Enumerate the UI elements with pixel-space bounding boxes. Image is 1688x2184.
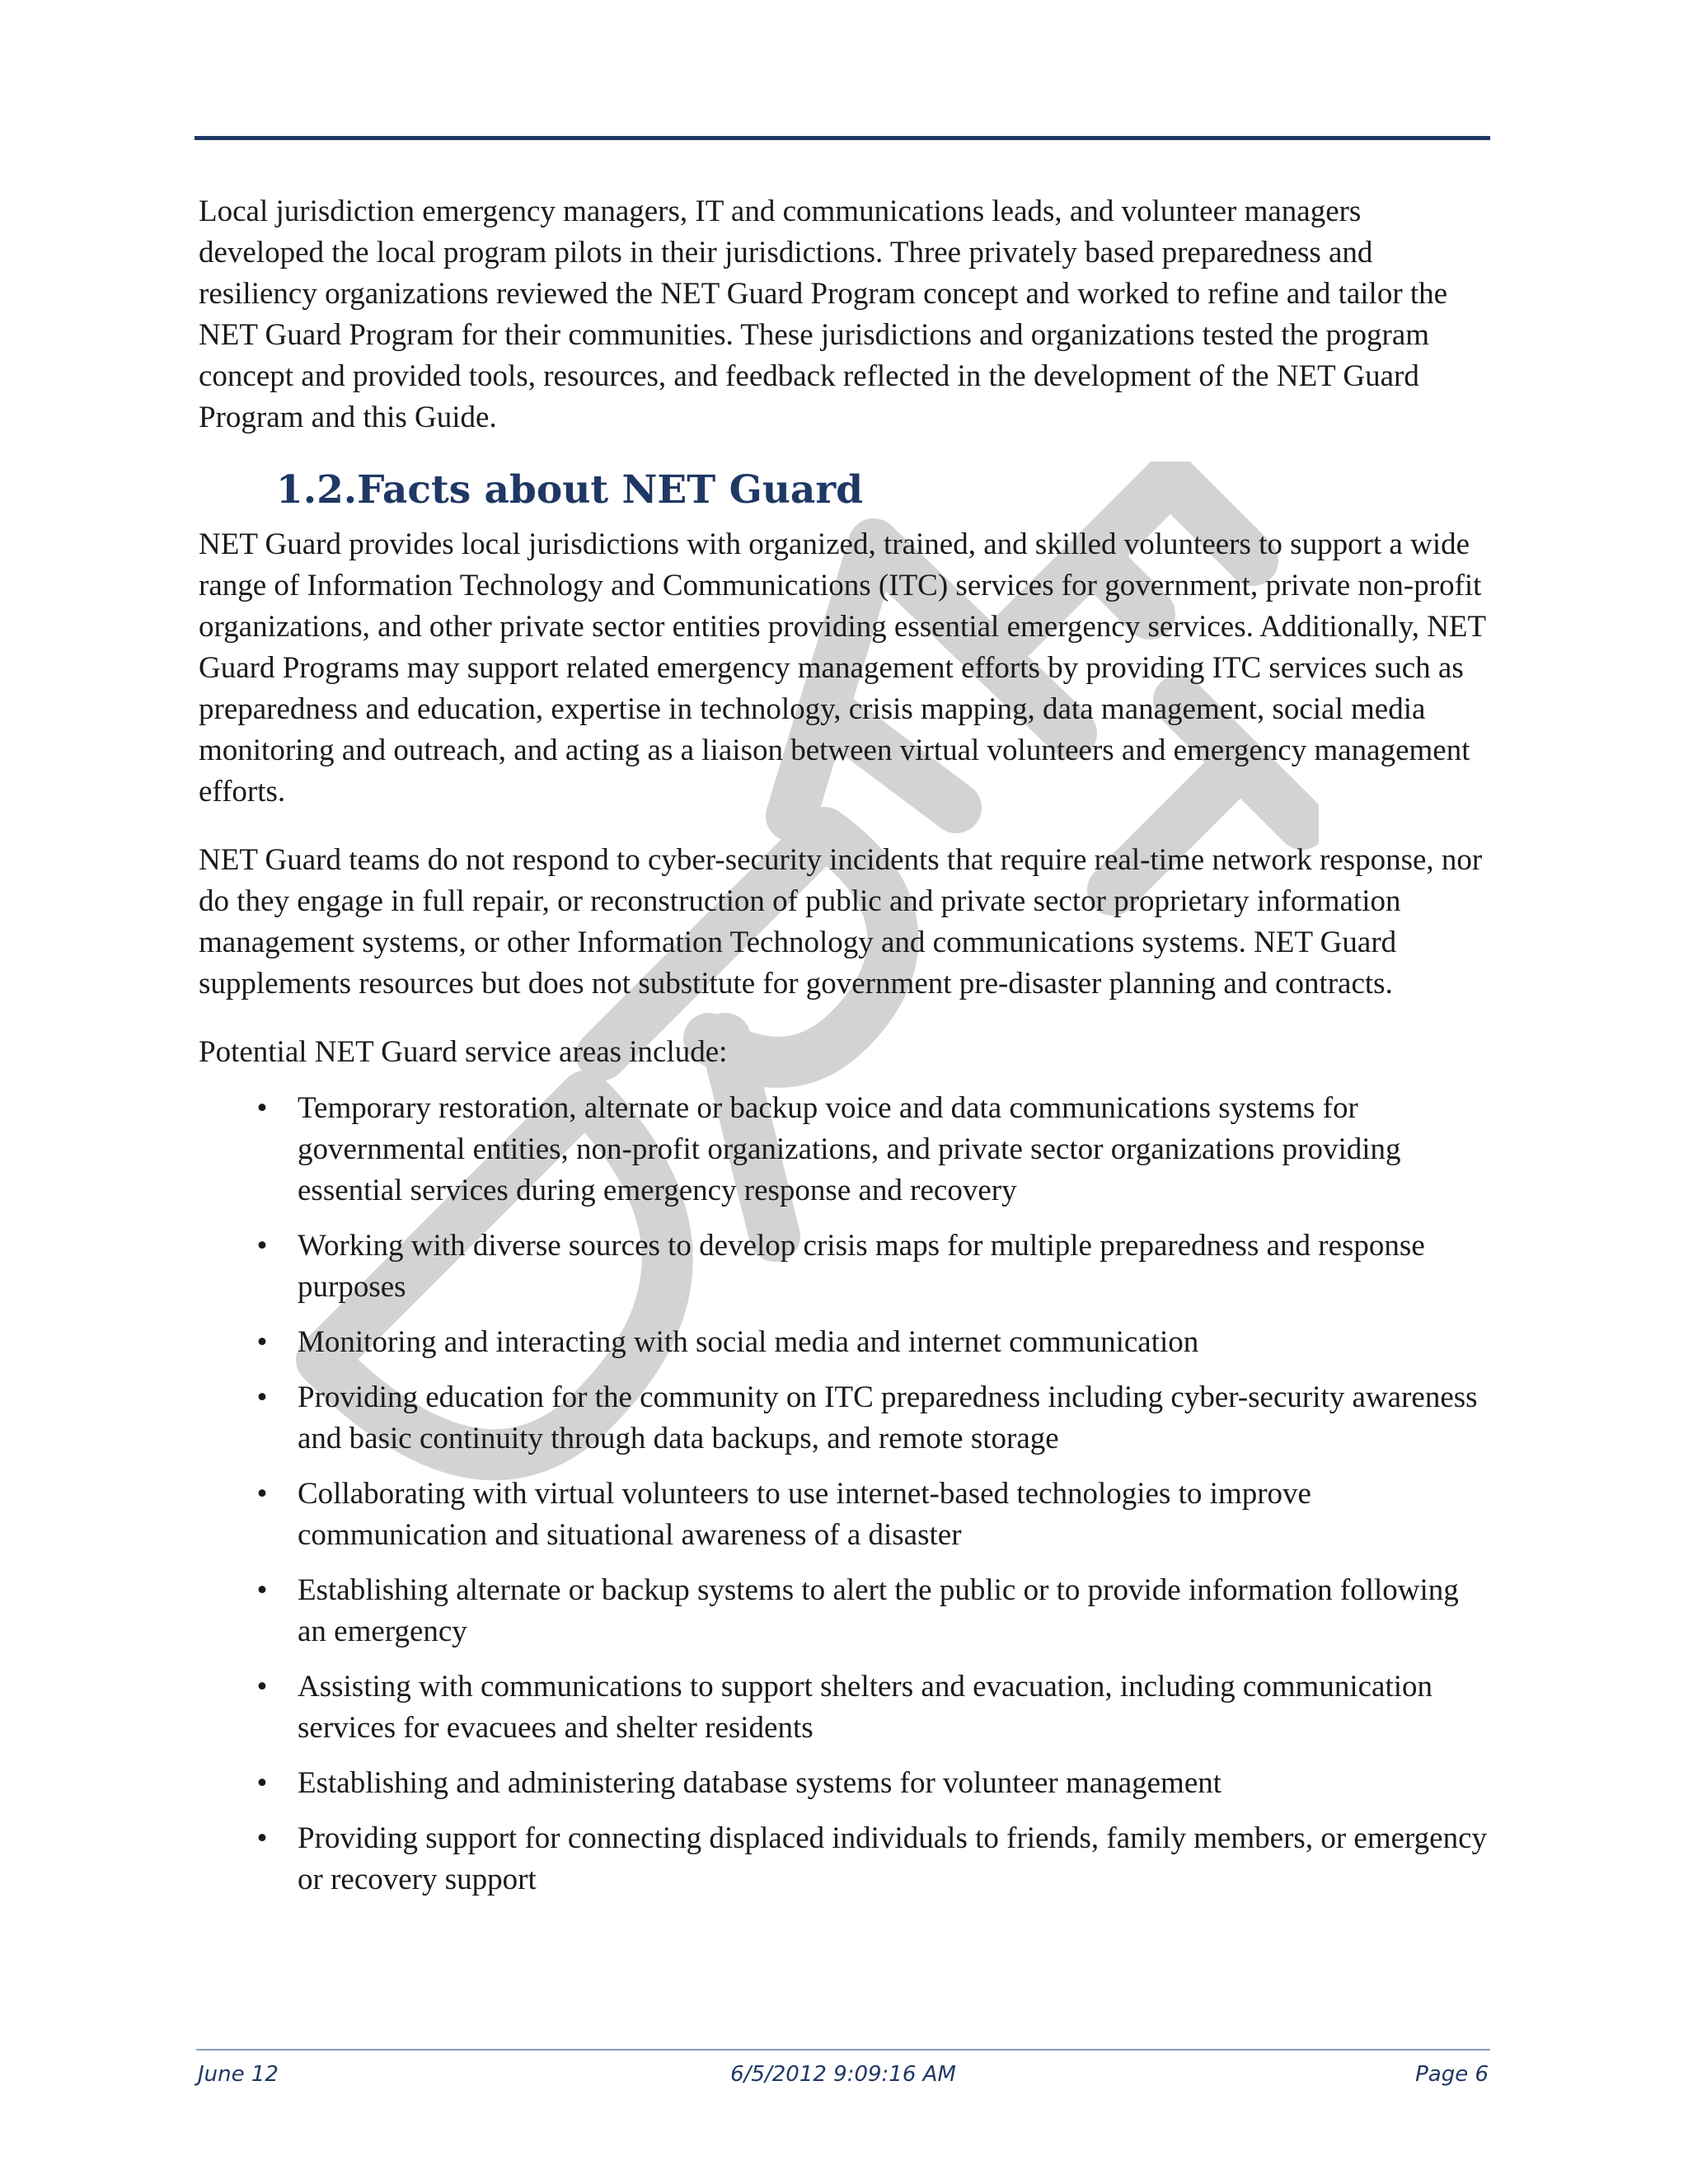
list-item-text: Working with diverse sources to develop crisis maps for multiple preparedness and response purposes <box>298 1229 1425 1304</box>
intro-paragraph: Local jurisdiction emergency managers, IT and communications leads, and volunteer managers developed the local program pilots in their jurisdictions. Three privately based preparedness and resiliency organizations reviewed the NET Guard Program concept and worked to refine and tailor the NET Guard Program for their communities. These jurisdictions and organizations tested the program concept and provided tools, resources, and feedback reflected in the development of the NET Guard Program and this Guide. <box>199 194 1448 434</box>
list-item <box>199 1666 1493 1749</box>
footer-page-number: Page 6 <box>1415 2062 1489 2087</box>
footer-date: June 12 <box>198 2062 279 2087</box>
list-item-text: Providing support for connecting displaced individuals to friends, family members, or emergency or recovery support <box>298 1821 1488 1896</box>
list-item-text: Providing education for the community on ITC preparedness including cyber-security awareness and basic continuity through data backups, and remote storage <box>298 1380 1478 1455</box>
list-item <box>199 1474 1493 1556</box>
paragraph-service-intro: Potential NET Guard service areas include: <box>199 1035 728 1069</box>
bullet-icon: • <box>256 1477 268 1511</box>
list-item-text: Temporary restoration, alternate or backup voice and data communications systems for governmental entities, non-profit organizations, and private sector organizations providing essential services during emergency response and recovery <box>298 1091 1401 1207</box>
header-rule <box>195 136 1490 140</box>
bullet-icon: • <box>256 1325 268 1359</box>
body-content <box>199 191 1493 1915</box>
list-item-text: Monitoring and interacting with social media and internet communication <box>298 1325 1199 1359</box>
footer-timestamp: 6/5/2012 9:09:16 AM <box>730 2062 956 2087</box>
list-item <box>199 1088 1493 1212</box>
paragraph-overview: NET Guard provides local jurisdictions with organized, trained, and skilled volunteers to support a wide range of Information Technology and Communications (ITC) services for government, private non-profit organizations, and other private sector entities providing essential emergency services. Additionally, NET Guard Programs may support related emergency management efforts by providing ITC services such as preparedness and education, expertise in technology, crisis mapping, data management, social media monitoring and outreach, and acting as a liaison between virtual volunteers and emergency management efforts. <box>199 527 1486 808</box>
list-item <box>199 1763 1493 1804</box>
section-heading: 1.2.Facts about NET Guard <box>276 467 863 513</box>
bullet-icon: • <box>256 1573 268 1607</box>
list-item-text: Establishing and administering database systems for volunteer management <box>298 1766 1222 1800</box>
list-item-text: Collaborating with virtual volunteers to use internet-based technologies to improve communication and situational awareness of a disaster <box>298 1477 1311 1552</box>
bullet-icon: • <box>256 1091 268 1125</box>
bullet-icon: • <box>256 1821 268 1855</box>
bullet-icon: • <box>256 1229 268 1263</box>
paragraph-limitations: NET Guard teams do not respond to cyber-security incidents that require real-time network response, nor do they engage in full repair, or reconstruction of public and private sector proprietary information management systems, or other Information Technology and communications systems. NET Guard supplements resources but does not substitute for government pre-disaster planning and contracts. <box>199 843 1483 1001</box>
bullet-icon: • <box>256 1380 268 1414</box>
service-areas-list <box>199 1088 1493 1900</box>
bullet-icon: • <box>256 1670 268 1704</box>
list-item-text: Assisting with communications to support shelters and evacuation, including communication services for evacuees and shelter residents <box>298 1670 1433 1745</box>
list-item <box>199 1377 1493 1460</box>
list-item <box>199 1226 1493 1308</box>
list-item-text: Establishing alternate or backup systems to alert the public or to provide information following an emergency <box>298 1573 1459 1648</box>
footer-rule <box>196 2049 1490 2050</box>
page-footer <box>198 2062 1489 2095</box>
list-item <box>199 1818 1493 1900</box>
list-item <box>199 1322 1493 1363</box>
list-item <box>199 1570 1493 1652</box>
bullet-icon: • <box>256 1766 268 1800</box>
